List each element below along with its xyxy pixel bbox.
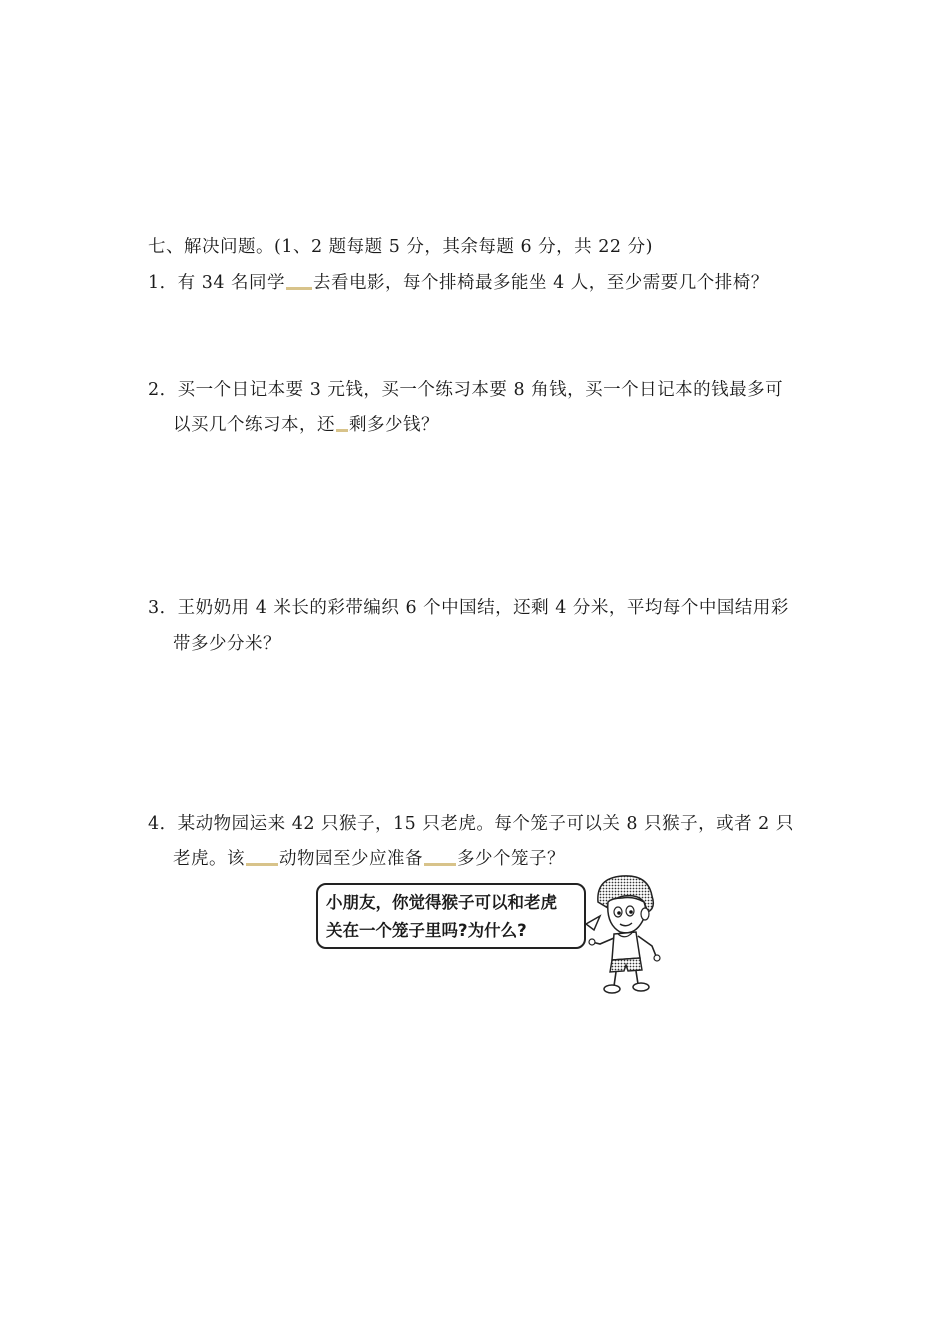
question-number: 3． bbox=[148, 598, 178, 618]
blank-mark bbox=[424, 855, 456, 866]
blank-mark bbox=[286, 279, 312, 290]
question-2-continued bbox=[173, 413, 439, 437]
question-text: 某动物园运来 42 只猴子，15 只老虎。每个笼子可以关 8 只猴子，或者 2 只 bbox=[177, 814, 794, 834]
section-header: 七、解决问题。(1、2 题每题 5 分，其余每题 6 分，共 22 分) bbox=[148, 237, 653, 257]
question-text: 老虎。该 bbox=[173, 849, 245, 869]
question-text: 买一个日记本要 3 元钱，买一个练习本要 8 角钱，买一个日记本的钱最多可 bbox=[177, 380, 784, 400]
speech-bubble bbox=[316, 883, 586, 949]
question-3-continued bbox=[173, 632, 281, 656]
question-number: 4． bbox=[148, 814, 178, 834]
question-text: 王奶奶用 4 米长的彩带编织 6 个中国结，还剩 4 分米，平均每个中国结用彩 bbox=[177, 598, 789, 618]
blank-mark bbox=[246, 855, 278, 866]
question-3 bbox=[148, 596, 789, 620]
blank-mark bbox=[336, 421, 348, 432]
question-text: 带多少分米？ bbox=[173, 634, 281, 654]
question-1 bbox=[148, 271, 769, 295]
question-number: 1． bbox=[148, 273, 178, 293]
question-text: 多少个笼子？ bbox=[457, 849, 565, 869]
question-text: 动物园至少应准备 bbox=[279, 849, 423, 869]
question-text: 以买几个练习本，还 bbox=[173, 415, 335, 435]
question-text: 有 34 名同学 bbox=[177, 273, 286, 293]
question-4-continued bbox=[173, 847, 565, 871]
question-2 bbox=[148, 378, 783, 402]
question-4 bbox=[148, 812, 794, 836]
speech-bubble-line: 小朋友，你觉得猴子可以和老虎 bbox=[326, 893, 557, 912]
cartoon-boy-icon bbox=[578, 872, 678, 1000]
speech-bubble-line: 关在一个笼子里吗?为什么? bbox=[326, 921, 527, 940]
question-text: 剩多少钱？ bbox=[349, 415, 439, 435]
question-number: 2． bbox=[148, 380, 178, 400]
question-text: 去看电影，每个排椅最多能坐 4 人，至少需要几个排椅？ bbox=[313, 273, 769, 293]
